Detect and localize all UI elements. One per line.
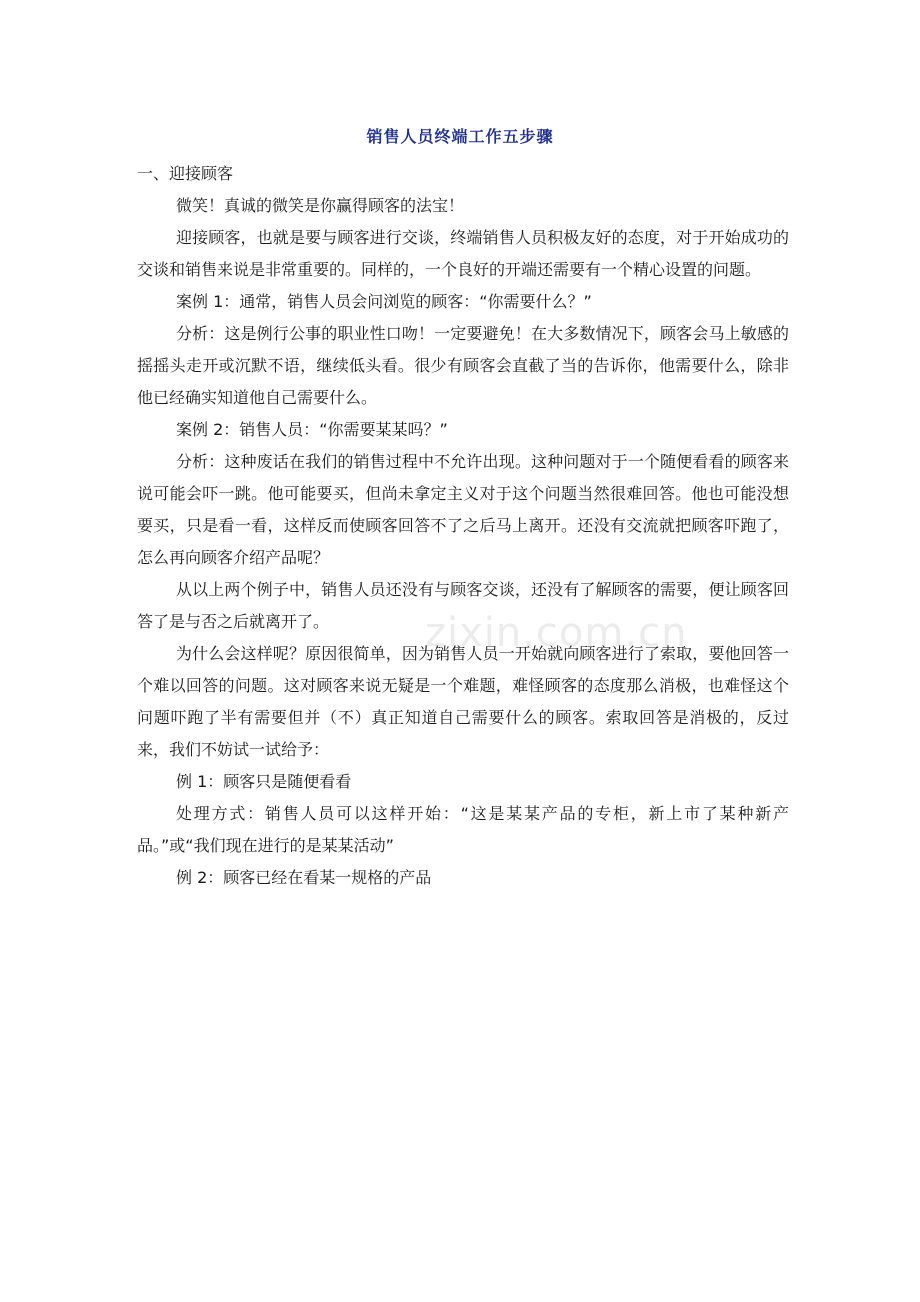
paragraph-case-2: 案例 2：销售人员：“你需要某某吗？” [176,420,448,439]
watermark: zixin.com.cn [425,610,688,656]
paragraph-reason: 为什么会这样呢？原因很简单，因为销售人员一开始就向顾客进行了索取，要他回答一个难以回答的问题。这对顾客来说无疑是一个难题，难怪顾客的态度那么消极，也难怪这个问题吓跑了半有需要但并（不）真正知道自己需要什么的顾客。索取回答是消极的，反过来，我们不妨试一试给予： [137,644,789,759]
paragraph-case-1: 案例 1：通常，销售人员会问浏览的顾客：“你需要什么？” [176,292,592,311]
paragraph-greeting: 迎接顾客，也就是要与顾客进行交谈，终端销售人员积极友好的态度，对于开始成功的交谈和销售来说是非常重要的。同样的，一个良好的开端还需要有一个精心设置的问题。 [137,228,789,279]
paragraph-example-1: 例 1：顾客只是随便看看 [176,772,352,791]
paragraph-handling: 处理方式：销售人员可以这样开始：“这是某某产品的专柜，新上市了某种新产品。”或“我们现在进行的是某某活动” [137,804,789,855]
paragraph-analysis-2: 分析：这种废话在我们的销售过程中不允许出现。这种问题对于一个随便看看的顾客来说可能会吓一跳。他可能要买，但尚未拿定主义对于这个问题当然很难回答。他也可能没想要买，只是看一看，这样反而使顾客回答不了之后马上离开。还没有交流就把顾客吓跑了，怎么再向顾客介绍产品呢？ [137,452,789,567]
paragraph-summary: 从以上两个例子中，销售人员还没有与顾客交谈，还没有了解顾客的需要，便让顾客回答了是与否之后就离开了。 [137,580,789,631]
paragraph-smile: 微笑！真诚的微笑是你赢得顾客的法宝！ [176,196,465,215]
document-title: 销售人员终端工作五步骤 [366,127,554,146]
paragraph-analysis-1: 分析：这是例行公事的职业性口吻！一定要避免！在大多数情况下，顾客会马上敏感的摇摇头走开或沉默不语，继续低头看。很少有顾客会直截了当的告诉你，他需要什么，除非他已经确实知道他自己需要什么。 [137,324,789,407]
paragraph-example-2: 例 2：顾客已经在看某一规格的产品 [176,868,432,887]
section-heading: 一、迎接顾客 [137,164,234,183]
document-body [137,158,789,894]
